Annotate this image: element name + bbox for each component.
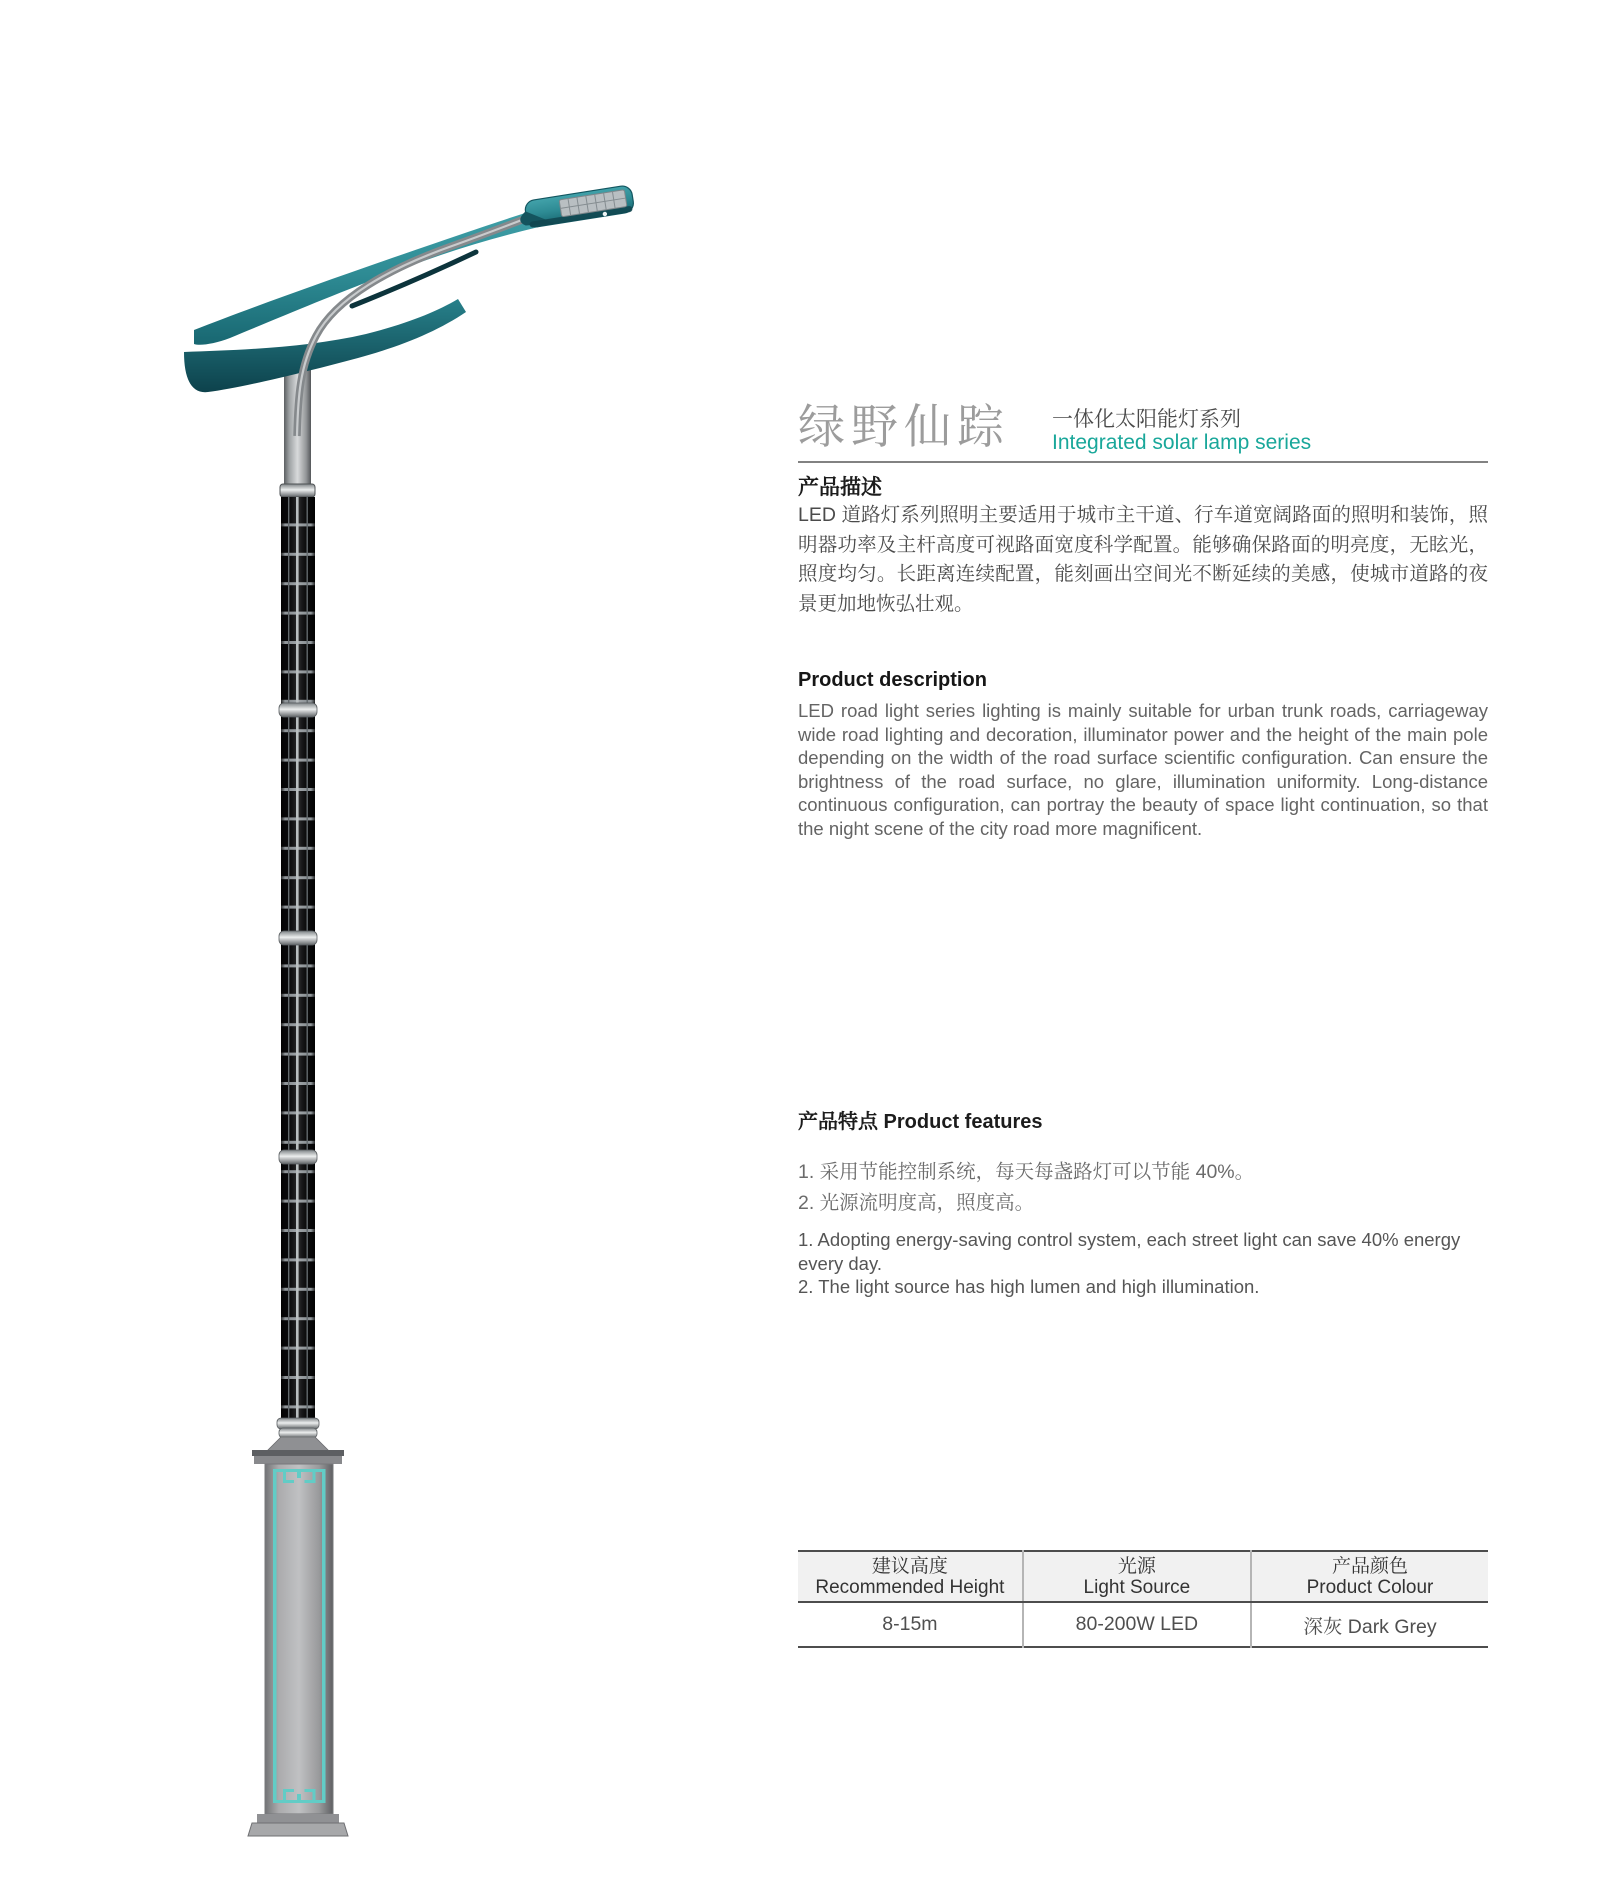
- header-divider: [798, 461, 1488, 463]
- spec-value-height: 8-15m: [798, 1602, 1023, 1647]
- decorative-base: [248, 1418, 348, 1836]
- pole-ring: [279, 931, 317, 945]
- features-list-en: [798, 1228, 1488, 1299]
- description-heading-en: Product description: [798, 669, 987, 691]
- spec-table: [798, 1550, 1488, 1648]
- spec-header-colour: 产品颜色 Product Colour: [1251, 1551, 1488, 1602]
- features-heading: 产品特点 Product features: [798, 1111, 1043, 1133]
- pole-ring: [279, 1150, 317, 1164]
- header-block: [798, 401, 1488, 454]
- lamp-arm: [184, 204, 565, 436]
- arm-lower-blade: [184, 299, 466, 392]
- spec-header-height: 建议高度 Recommended Height: [798, 1551, 1023, 1602]
- feature-item-en: 2. The light source has high lumen and high illumination.: [798, 1276, 1260, 1297]
- description-body-en: LED road light series lighting is mainly suitable for urban trunk roads, carriageway wide road lighting and decoration, illuminator power and the height of the main pole depending on the width of the road surface scientific configuration. Can ensure the brightness of the road surface, no glare, illumination uniformity. Long-distance continuous configuration, can portray the beauty of space light continuation, so that the night scene of the city road more magnificent.: [798, 700, 1488, 839]
- led-lamp-head: [517, 185, 634, 230]
- spec-table-header-row: [798, 1551, 1488, 1602]
- solar-panel-pole: [279, 497, 317, 1418]
- feature-item-zh: 2. 光源流明度高，照度高。: [798, 1191, 1035, 1214]
- description-body-zh: LED 道路灯系列照明主要适用于城市主干道、行车道宽阔路面的照明和装饰，照明器功率及主杆高度可视路面宽度科学配置。能够确保路面的明亮度，无眩光，照度均匀。长距离连续配置，能刻画出空间光不断延续的美感，使城市道路的夜景更加地恢弘壮观。: [798, 504, 1488, 615]
- street-lamp-illustration: [0, 0, 700, 1900]
- feature-item-en: 1. Adopting energy-saving control system, each street light can save 40% energy every day.: [798, 1229, 1461, 1274]
- series-subtitle-block: [1052, 401, 1311, 454]
- spec-header-light-source: 光源 Light Source: [1023, 1551, 1251, 1602]
- features-list-zh: [798, 1157, 1488, 1218]
- series-subtitle-en: Integrated solar lamp series: [1052, 431, 1312, 454]
- spec-table-value-row: [798, 1602, 1488, 1647]
- pole-ring: [279, 703, 317, 717]
- page-title: 绿野仙踪: [798, 400, 1010, 453]
- spec-value-colour: 深灰 Dark Grey: [1251, 1602, 1488, 1647]
- feature-item-zh: 1. 采用节能控制系统，每天每盏路灯可以节能 40%。: [798, 1161, 1255, 1183]
- description-heading-zh: 产品描述: [798, 476, 882, 499]
- series-subtitle-zh: 一体化太阳能灯系列: [1052, 408, 1241, 431]
- spec-value-light-source: 80-200W LED: [1023, 1602, 1251, 1647]
